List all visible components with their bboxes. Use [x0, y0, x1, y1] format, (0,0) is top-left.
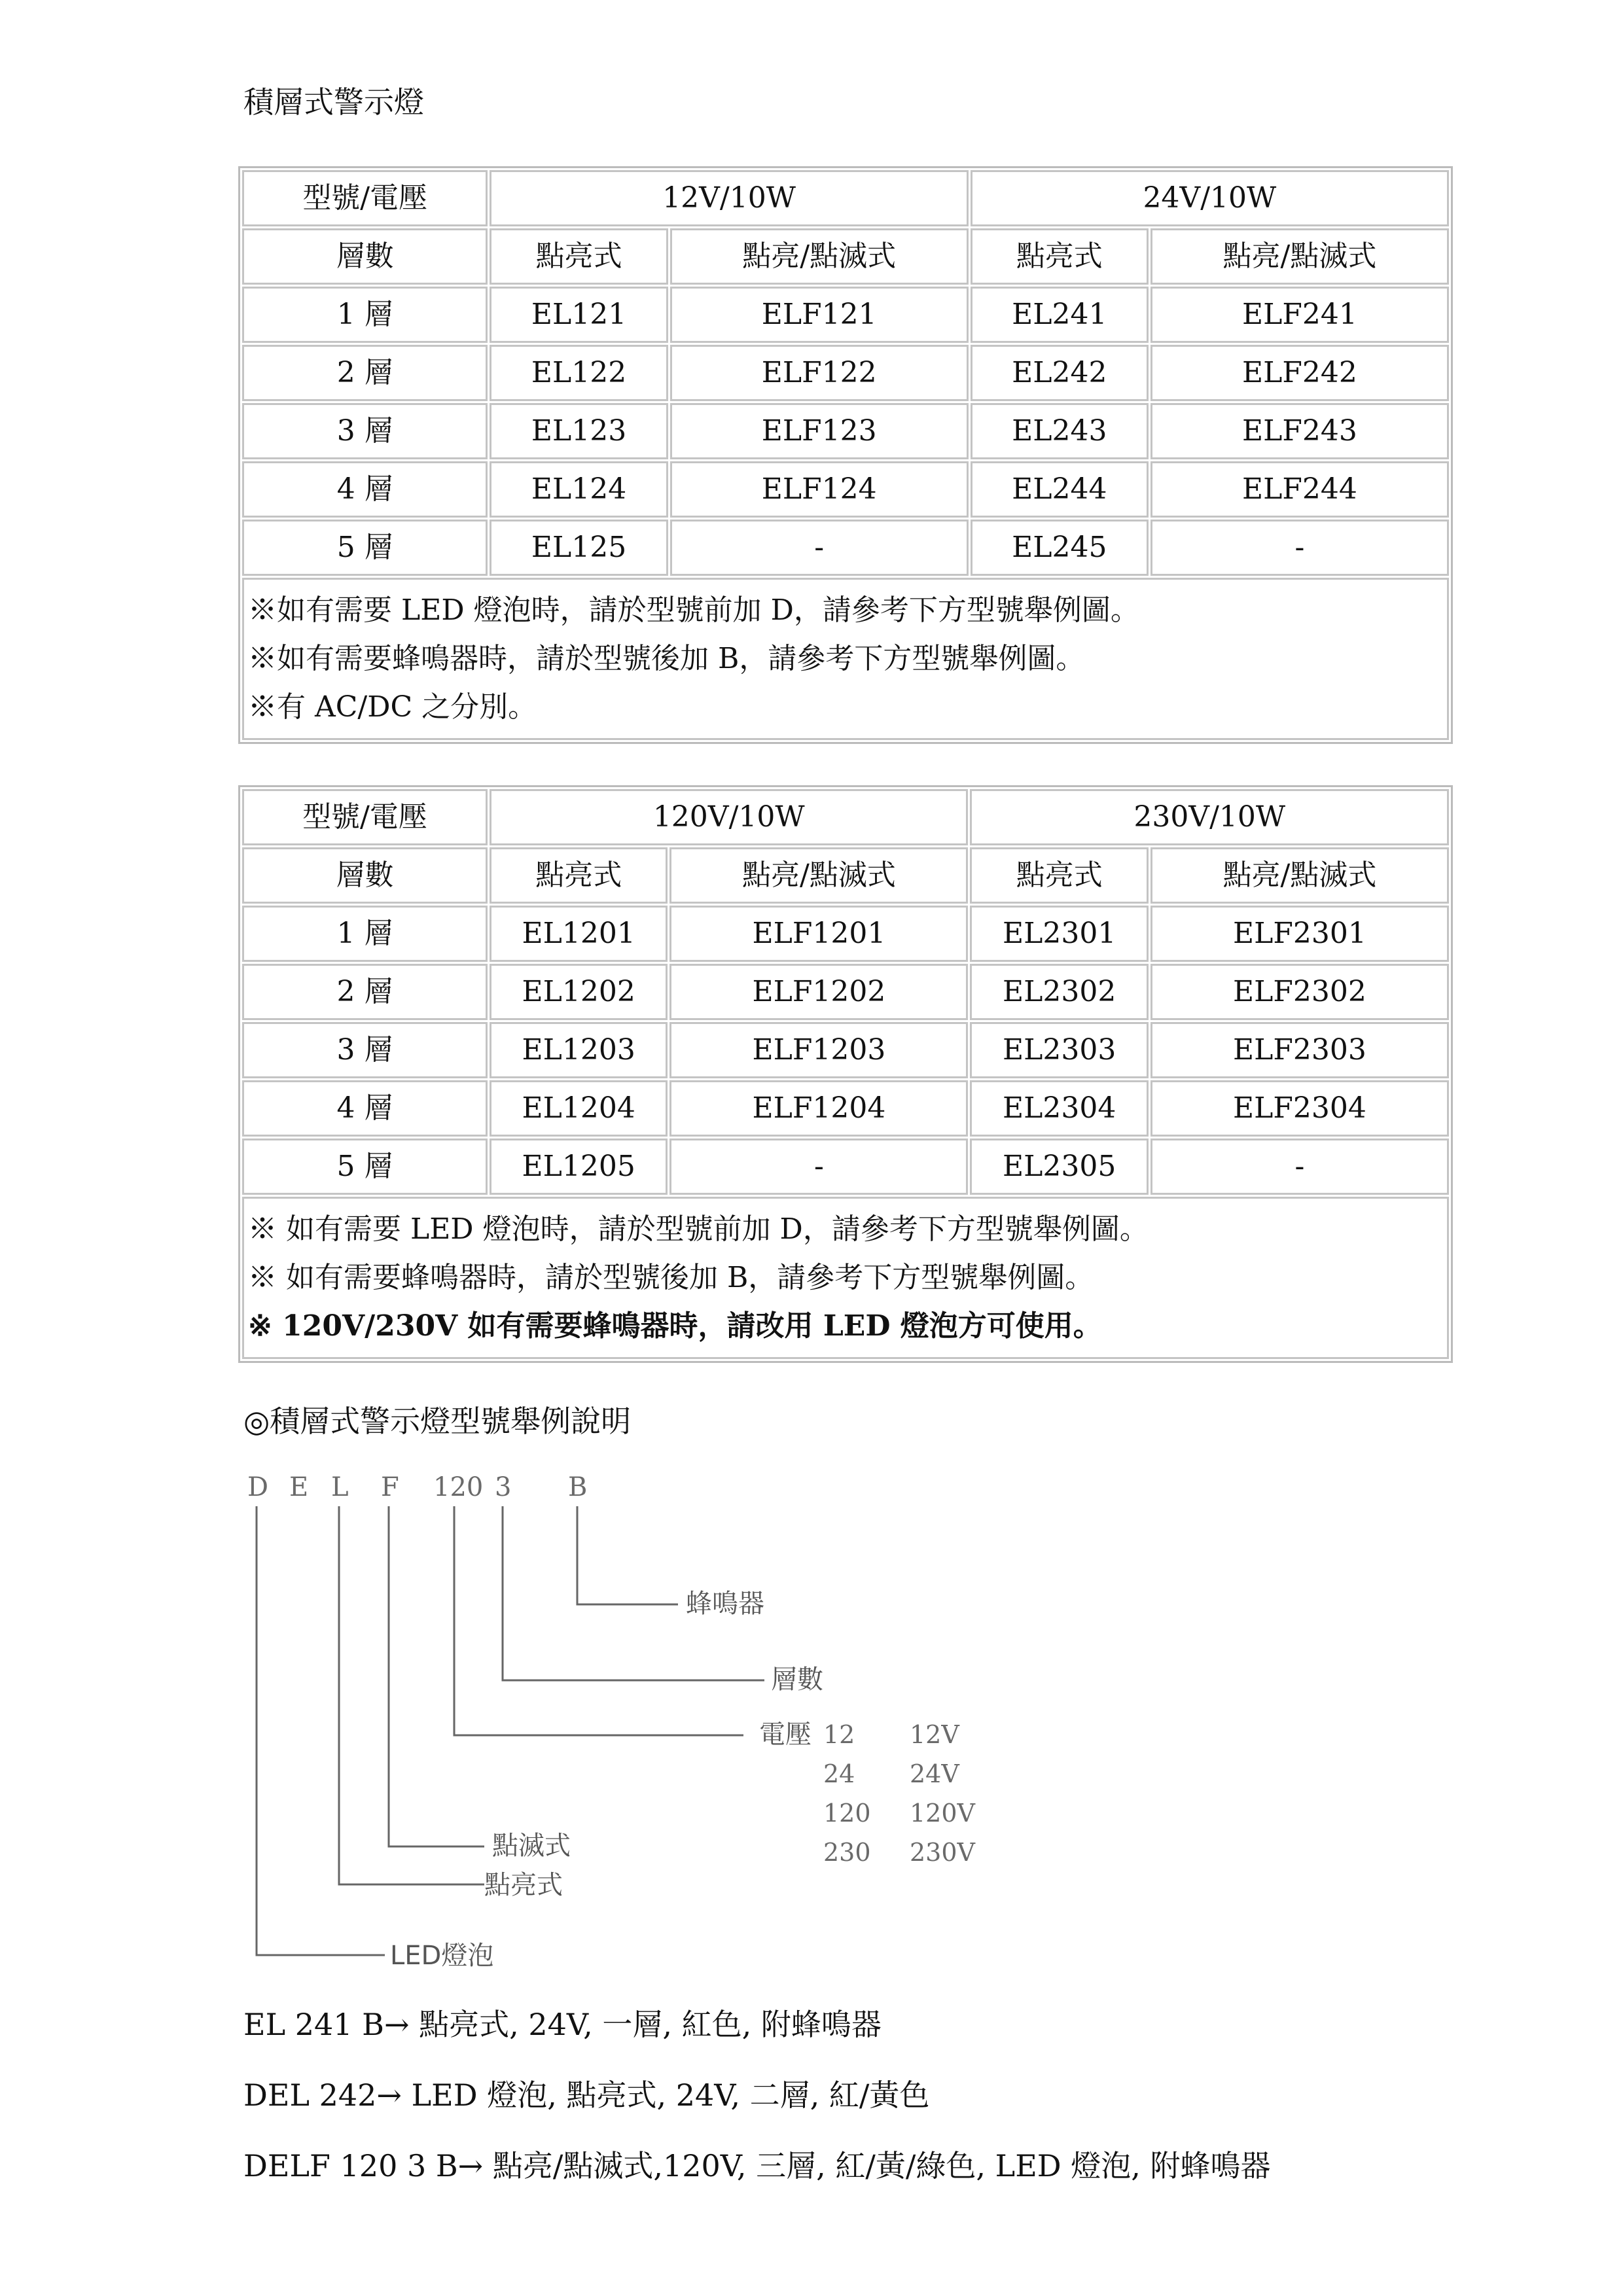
- table-row: [242, 1022, 1449, 1078]
- label-voltage: 電壓: [759, 1720, 812, 1750]
- subheader-steady: 點亮式: [971, 228, 1149, 285]
- table-cell: EL2302: [970, 964, 1148, 1020]
- table-cell: EL125: [490, 520, 668, 576]
- voltage-code: 12: [823, 1720, 855, 1749]
- table-cell: -: [670, 520, 969, 576]
- table-cell: 5 層: [242, 520, 488, 576]
- code-letter-d: D: [247, 1472, 269, 1502]
- table-cell: ELF1201: [669, 906, 968, 962]
- header-voltage-group-a: 12V/10W: [490, 170, 968, 226]
- note-line: ※ 如有需要 LED 燈泡時，請於型號前加 D，請參考下方型號舉例圖。: [248, 1212, 1149, 1246]
- code-voltage: 120: [433, 1472, 484, 1502]
- voltage-value: 120V: [910, 1799, 975, 1828]
- table-cell: EL1203: [490, 1022, 668, 1078]
- table-cell: 3 層: [242, 1022, 488, 1078]
- connector-buzzer: [577, 1506, 678, 1604]
- table-cell: 5 層: [242, 1139, 488, 1195]
- spec-table-high-voltage: [238, 785, 1453, 1363]
- table-cell: EL243: [971, 403, 1149, 459]
- label-led-bulb: LED燈泡: [390, 1941, 494, 1971]
- table-cell: 1 層: [242, 906, 488, 962]
- table-cell: 3 層: [242, 403, 488, 459]
- subheader-steady: 點亮式: [490, 228, 668, 285]
- voltage-code: 120: [823, 1799, 871, 1828]
- table-cell: EL121: [490, 287, 668, 343]
- table-row: [242, 1139, 1449, 1195]
- table-cell: ELF241: [1150, 287, 1449, 343]
- note-line: ※有 AC/DC 之分別。: [248, 690, 537, 724]
- label-buzzer: 蜂鳴器: [686, 1589, 764, 1619]
- subheader-steady: 點亮式: [970, 847, 1148, 904]
- table-cell: EL2301: [970, 906, 1148, 962]
- example-line: EL 241 B→ 點亮式, 24V, 一層, 紅色, 附蜂鳴器: [243, 2007, 882, 2042]
- section-title: ◎積層式警示燈型號舉例說明: [243, 1404, 632, 1439]
- table-cell: EL242: [971, 345, 1149, 401]
- label-layers: 層數: [771, 1665, 823, 1695]
- table-cell: ELF122: [670, 345, 969, 401]
- table-row: [242, 461, 1449, 518]
- connector-steady: [339, 1506, 484, 1884]
- note-line: ※ 如有需要蜂鳴器時，請於型號後加 B，請參考下方型號舉例圖。: [248, 1261, 1094, 1294]
- table-row: [242, 906, 1449, 962]
- table-cell: ELF1202: [669, 964, 968, 1020]
- table-row: [242, 287, 1449, 343]
- voltage-code: 230: [823, 1838, 871, 1867]
- table-cell: ELF124: [670, 461, 969, 518]
- header-model-voltage: 型號/電壓: [242, 170, 488, 226]
- table-cell: EL245: [971, 520, 1149, 576]
- table-cell: ELF1203: [669, 1022, 968, 1078]
- table-cell: ELF2301: [1150, 906, 1449, 962]
- label-flash: 點滅式: [492, 1831, 571, 1861]
- header-model-voltage: 型號/電壓: [242, 789, 488, 845]
- table-cell: EL1201: [490, 906, 668, 962]
- table-cell: 1 層: [242, 287, 488, 343]
- subheader-steady-flash: 點亮/點滅式: [669, 847, 968, 904]
- table-cell: ELF2304: [1150, 1080, 1449, 1137]
- table-notes-row: [242, 578, 1449, 740]
- table-subheader-row: [242, 847, 1449, 904]
- table-cell: EL122: [490, 345, 668, 401]
- subheader-layers: 層數: [242, 228, 488, 285]
- table-row: [242, 345, 1449, 401]
- table-header-row: [242, 170, 1449, 226]
- page-title: 積層式警示燈: [243, 84, 424, 120]
- table-cell: -: [1150, 520, 1449, 576]
- header-voltage-group-b: 24V/10W: [971, 170, 1449, 226]
- note-line: ※ 120V/230V 如有需要蜂鳴器時，請改用 LED 燈泡方可使用。: [248, 1309, 1102, 1343]
- table-cell: EL2303: [970, 1022, 1148, 1078]
- table-cell: EL1205: [490, 1139, 668, 1195]
- code-letter-l: L: [331, 1472, 349, 1502]
- connector-led: [257, 1506, 385, 1955]
- table-cell: ELF1204: [669, 1080, 968, 1137]
- table-cell: EL1202: [490, 964, 668, 1020]
- code-letter-b: B: [568, 1472, 588, 1502]
- example-line: DEL 242→ LED 燈泡, 點亮式, 24V, 二層, 紅/黃色: [243, 2077, 930, 2113]
- table-notes: [242, 1197, 1449, 1359]
- subheader-layers: 層數: [242, 847, 488, 904]
- table-cell: EL241: [971, 287, 1149, 343]
- table-cell: -: [669, 1139, 968, 1195]
- table-cell: EL2304: [970, 1080, 1148, 1137]
- table-cell: 4 層: [242, 461, 488, 518]
- model-code-diagram: [236, 1466, 1021, 1976]
- example-line: DELF 120 3 B→ 點亮/點滅式,120V, 三層, 紅/黃/綠色, LED 燈泡, 附蜂鳴器: [243, 2148, 1271, 2183]
- table-cell: EL124: [490, 461, 668, 518]
- voltage-code: 24: [823, 1759, 855, 1788]
- table-row: [242, 403, 1449, 459]
- subheader-steady-flash: 點亮/點滅式: [670, 228, 969, 285]
- subheader-steady-flash: 點亮/點滅式: [1150, 847, 1449, 904]
- subheader-steady: 點亮式: [490, 847, 668, 904]
- note-line: ※如有需要 LED 燈泡時，請於型號前加 D，請參考下方型號舉例圖。: [248, 593, 1139, 627]
- table-cell: ELF121: [670, 287, 969, 343]
- label-steady: 點亮式: [484, 1870, 563, 1900]
- table-row: [242, 520, 1449, 576]
- table-cell: ELF123: [670, 403, 969, 459]
- connector-voltage: [454, 1506, 743, 1735]
- table-cell: 2 層: [242, 345, 488, 401]
- table-row: [242, 1080, 1449, 1137]
- table-subheader-row: [242, 228, 1449, 285]
- table-cell: ELF242: [1150, 345, 1449, 401]
- subheader-steady-flash: 點亮/點滅式: [1150, 228, 1449, 285]
- connector-flash: [389, 1506, 484, 1846]
- code-layers: 3: [495, 1472, 512, 1502]
- table-cell: EL1204: [490, 1080, 668, 1137]
- voltage-value: 12V: [910, 1720, 959, 1749]
- note-line: ※如有需要蜂鳴器時，請於型號後加 B，請參考下方型號舉例圖。: [248, 642, 1085, 675]
- table-cell: 4 層: [242, 1080, 488, 1137]
- table-cell: EL2305: [970, 1139, 1148, 1195]
- table-row: [242, 964, 1449, 1020]
- table-cell: ELF244: [1150, 461, 1449, 518]
- table-header-row: [242, 789, 1449, 845]
- table-notes-row: [242, 1197, 1449, 1359]
- code-letter-e: E: [289, 1472, 309, 1502]
- voltage-value: 230V: [910, 1838, 975, 1867]
- table-cell: ELF2302: [1150, 964, 1449, 1020]
- table-notes: [242, 578, 1449, 740]
- spec-table-low-voltage: [238, 166, 1453, 744]
- table-cell: 2 層: [242, 964, 488, 1020]
- table-cell: ELF243: [1150, 403, 1449, 459]
- header-voltage-group-a: 120V/10W: [490, 789, 969, 845]
- header-voltage-group-b: 230V/10W: [970, 789, 1449, 845]
- voltage-value: 24V: [910, 1759, 959, 1788]
- table-cell: EL244: [971, 461, 1149, 518]
- table-cell: EL123: [490, 403, 668, 459]
- table-cell: -: [1150, 1139, 1449, 1195]
- table-cell: ELF2303: [1150, 1022, 1449, 1078]
- code-letter-f: F: [381, 1472, 399, 1502]
